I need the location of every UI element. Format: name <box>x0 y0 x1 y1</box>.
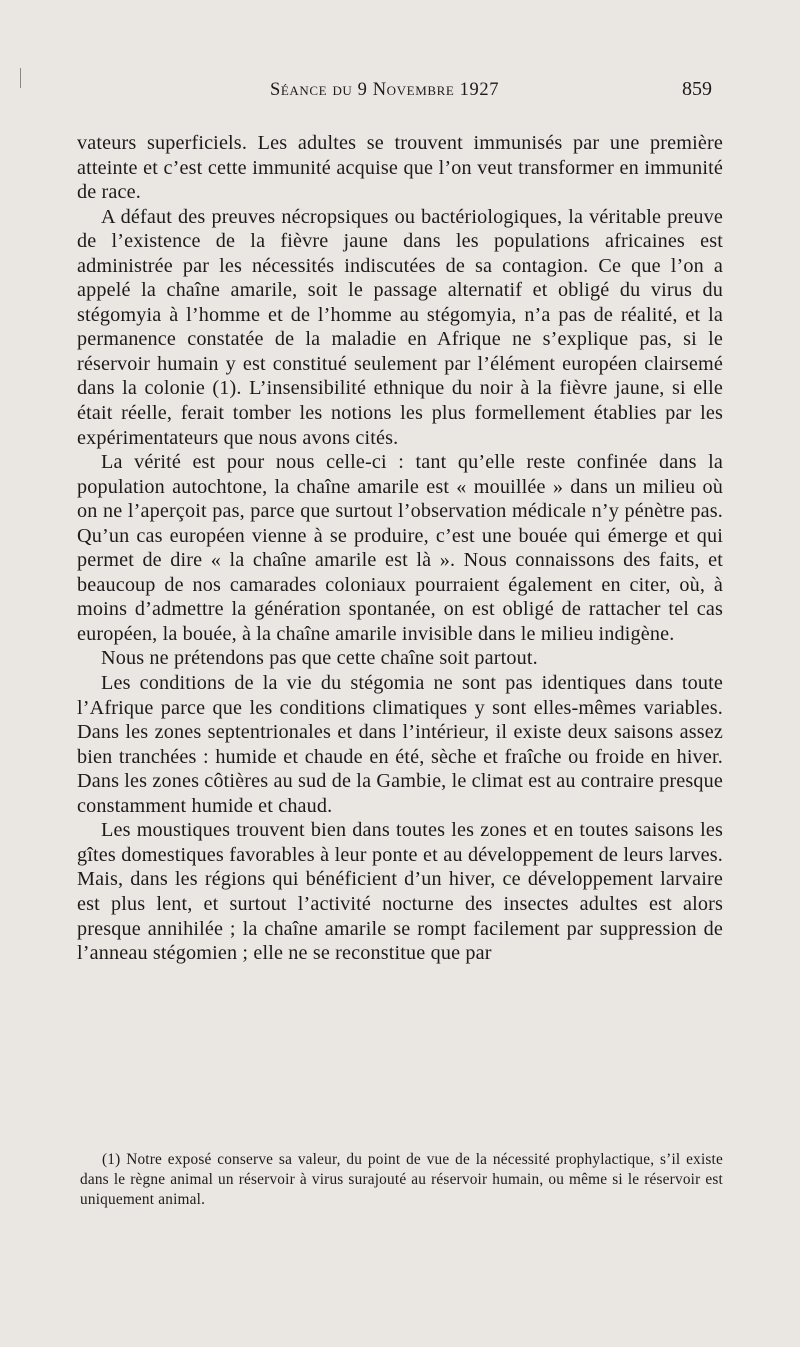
running-title: Séance du 9 Novembre 1927 <box>270 80 500 100</box>
page-header <box>0 80 800 110</box>
paragraph: A défaut des preuves nécropsiques ou bactériologiques, la véritable preuve de l’existence de la fièvre jaune dans les populations africaines est administrée par les nécessités indiscutées de sa contagion. Ce que l’on a appelé la chaîne amarile, soit le passage alternatif et obligé du virus du stégomyia à l’homme et de l’homme au stégomyia, n’a pas de réalité, et la permanence constatée de la maladie en Afrique ne s’explique pas, si le réservoir humain y est constitué seulement par l’élément européen clairsemé dans la colonie (1). L’insensibilité ethnique du noir à la fièvre jaune, si elle était réelle, ferait tomber les notions les plus formellement établies par les expérimentateurs que nous avons cités. <box>77 205 723 449</box>
paragraph: La vérité est pour nous celle-ci : tant qu’elle reste confinée dans la population autochtone, la chaîne amarile est « mouillée » dans un milieu où on ne l’aperçoit pas, parce que surtout l’observation médicale n’y pénètre pas. Qu’un cas européen vienne à se produire, c’est une bouée qui émerge et qui permet de dire « la chaîne amarile est là ». Nous connaissons des faits, et beaucoup de nos camarades coloniaux pourraient également en citer, où, à moins d’admettre la génération spontanée, on est obligé de rattacher tel cas européen, la bouée, à la chaîne amarile invisible dans le milieu indigène. <box>77 451 723 645</box>
paragraph: vateurs superficiels. Les adultes se trouvent immunisés par une première atteinte et c’est cette immunité acquise que l’on veut transformer en immunité de race. <box>77 132 723 204</box>
body-text <box>77 131 723 966</box>
footnote-text: (1) Notre exposé conserve sa valeur, du point de vue de la nécessité prophylactique, s’il existe dans le règne animal un réservoir à virus surajouté au réservoir humain, ou même si le réservoir est uniquement animal. <box>80 1151 723 1208</box>
paragraph: Les conditions de la vie du stégomia ne sont pas identiques dans toute l’Afrique parce que les conditions climatiques y sont elles-mêmes variables. Dans les zones septentrionales et dans l’intérieur, il existe deux saisons assez bien tranchées : humide et chaude en été, sèche et fraîche ou froide en hiver. Dans les zones côtières au sud de la Gambie, le climat est au contraire presque constamment humide et chaud. <box>77 672 723 817</box>
footnote <box>80 1150 723 1210</box>
paragraph: Nous ne prétendons pas que cette chaîne soit partout. <box>101 647 538 670</box>
page-number: 859 <box>682 78 712 100</box>
paragraph: Les moustiques trouvent bien dans toutes les zones et en toutes saisons les gîtes domestiques favorables à leur ponte et au développement de leurs larves. Mais, dans les régions qui bénéficient d’un hiver, ce développement larvaire est plus lent, et surtout l’activité nocturne des insectes adultes est alors presque annihilée ; la chaîne amarile se rompt facilement par suppression de l’anneau stégomien ; elle ne se reconstitue que par <box>77 819 723 965</box>
